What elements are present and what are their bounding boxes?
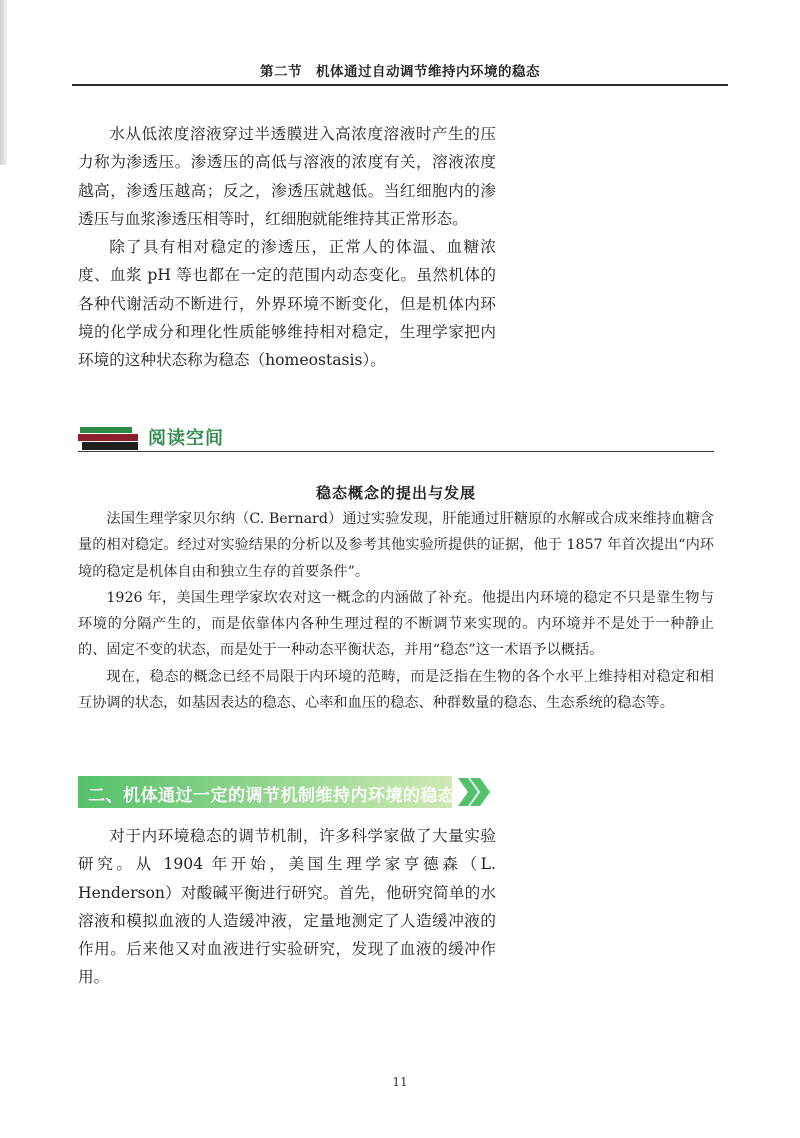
page-edge-shadow	[0, 0, 7, 165]
paragraph: 法国生理学家贝尔纳（C. Bernard）通过实验发现，肝能通过肝糖原的水解或合成来维持血糖含量的相对稳定。经过对实验结果的分析以及参考其他实验所提供的证据，他于 1857 年首次提出“内环境的稳定是机体自由和独立生存的首要条件”。	[78, 511, 714, 580]
paragraph: 现在，稳态的概念已经不局限于内环境的范畴，而是泛指在生物的各个水平上维持相对稳定和相互协调的状态，如基因表达的稳态、心率和血压的稳态、种群数量的稳态、生态系统的稳态等。	[78, 668, 714, 712]
reading-space-label: 阅读空间	[148, 428, 224, 449]
double-chevron-icon	[456, 776, 492, 808]
paragraph: 除了具有相对稳定的渗透压，正常人的体温、血糖浓度、血浆 pH 等也都在一定的范围内动态变化。虽然机体的各种代谢活动不断进行，外界环境不断变化，但是机体内环境的化学成分和理化性质能够维持相对稳定，生理学家把内环境的这种状态称为稳态（homeostasis）。	[78, 238, 496, 370]
reading-space-header	[78, 423, 714, 452]
section-heading-bar	[78, 776, 456, 808]
page-number: 11	[392, 1075, 408, 1089]
paragraph: 对于内环境稳态的调节机制，许多科学家做了大量实验研究。从 1904 年开始，美国生理学家亨德森（L. Henderson）对酸碱平衡进行研究。首先，他研究简单的水溶液和模拟血液的人造缓冲液，定量地测定了人造缓冲液的作用。后来他又对血液进行实验研究，发现了血液的缓冲作用。	[78, 827, 496, 987]
running-header	[72, 56, 728, 86]
books-icon	[78, 427, 142, 451]
paragraph: 1926 年，美国生理学家坎农对这一概念的内涵做了补充。他提出内环境的稳定不只是靠生物与环境的分隔产生的，而是依靠体内各种生理过程的不断调节来实现的。内环境并不是处于一种静止的、固定不变的状态，而是处于一种动态平衡状态，并用“稳态”这一术语予以概括。	[78, 589, 714, 659]
main-text	[78, 120, 496, 375]
reading-article-text	[78, 506, 714, 716]
reading-article-title: 稳态概念的提出与发展	[315, 484, 476, 502]
running-header-title: 第二节 机体通过自动调节维持内环境的稳态	[260, 64, 540, 80]
paragraph: 水从低浓度溶液穿过半透膜进入高浓度溶液时产生的压力称为渗透压。渗透压的高低与溶液的浓度有关，溶液浓度越高，渗透压越高；反之，渗透压就越低。当红细胞内的渗透压与血浆渗透压相等时，红细胞就能维持其正常形态。	[78, 125, 496, 228]
section-heading: 二、机体通过一定的调节机制维持内环境的稳态	[88, 786, 456, 806]
section-text	[78, 822, 496, 992]
